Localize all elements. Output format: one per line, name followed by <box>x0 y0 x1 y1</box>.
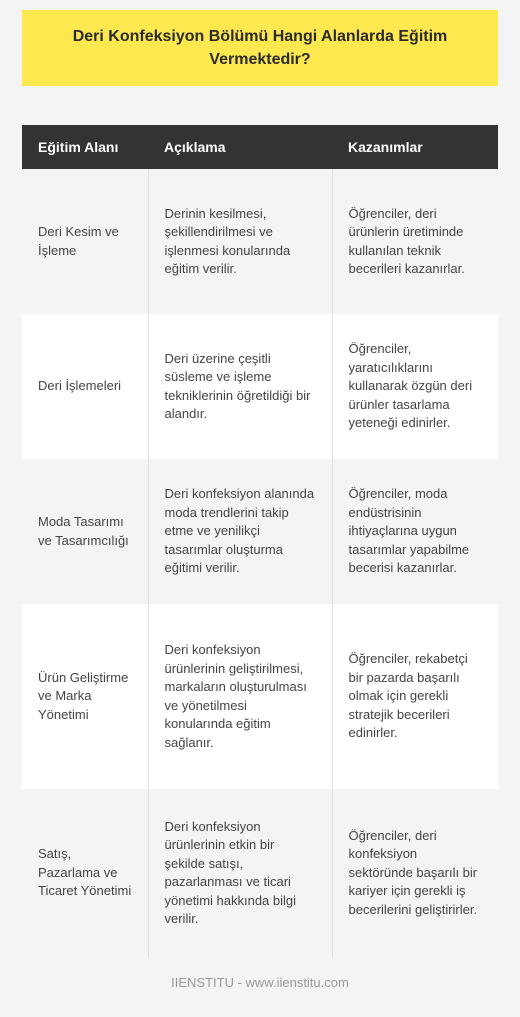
column-header-area: Eğitim Alanı <box>22 125 148 169</box>
cell-area: Satış, Pazarlama ve Ticaret Yönetimi <box>22 789 148 957</box>
education-table <box>22 125 498 957</box>
column-header-description: Açıklama <box>148 125 332 169</box>
cell-outcomes: Öğrenciler, moda endüstrisinin ihtiyaçlarına uygun tasarımlar yapabilme becerisi kazanırlar. <box>332 459 498 604</box>
cell-area: Ürün Geliştirme ve Marka Yönetimi <box>22 604 148 789</box>
cell-description: Deri üzerine çeşitli süsleme ve işleme tekniklerinin öğretildiği bir alandır. <box>148 314 332 459</box>
footer-credit: IIENSTITU - www.iienstitu.com <box>171 975 349 990</box>
table-row <box>22 169 498 314</box>
table-row <box>22 789 498 957</box>
cell-description: Deri konfeksiyon alanında moda trendlerini takip etme ve yenilikçi tasarımlar oluşturma eğitimi verilir. <box>148 459 332 604</box>
cell-area: Deri İşlemeleri <box>22 314 148 459</box>
cell-outcomes: Öğrenciler, deri ürünlerin üretiminde kullanılan teknik becerileri kazanırlar. <box>332 169 498 314</box>
title-banner <box>22 10 498 86</box>
cell-area: Deri Kesim ve İşleme <box>22 169 148 314</box>
cell-description: Derinin kesilmesi, şekillendirilmesi ve işlenmesi konularında eğitim verilir. <box>148 169 332 314</box>
cell-outcomes: Öğrenciler, deri konfeksiyon sektöründe başarılı bir kariyer için gerekli iş becerilerini geliştirirler. <box>332 789 498 957</box>
cell-description: Deri konfeksiyon ürünlerinin etkin bir şekilde satışı, pazarlanması ve ticari yönetimi hakkında bilgi verilir. <box>148 789 332 957</box>
table-row <box>22 604 498 789</box>
table-row <box>22 459 498 604</box>
column-header-outcomes: Kazanımlar <box>332 125 498 169</box>
cell-area: Moda Tasarımı ve Tasarımcılığı <box>22 459 148 604</box>
cell-description: Deri konfeksiyon ürünlerinin geliştirilmesi, markaların oluşturulması ve yönetilmesi konularında eğitim sağlanır. <box>148 604 332 789</box>
table-header-row <box>22 125 498 169</box>
page-title: Deri Konfeksiyon Bölümü Hangi Alanlarda Eğitim Vermektedir? <box>72 28 448 68</box>
cell-outcomes: Öğrenciler, rekabetçi bir pazarda başarılı olmak için gerekli stratejik becerileri edinirler. <box>332 604 498 789</box>
table-row <box>22 314 498 459</box>
cell-outcomes: Öğrenciler, yaratıcılıklarını kullanarak özgün deri ürünler tasarlama yeteneği edinirler. <box>332 314 498 459</box>
